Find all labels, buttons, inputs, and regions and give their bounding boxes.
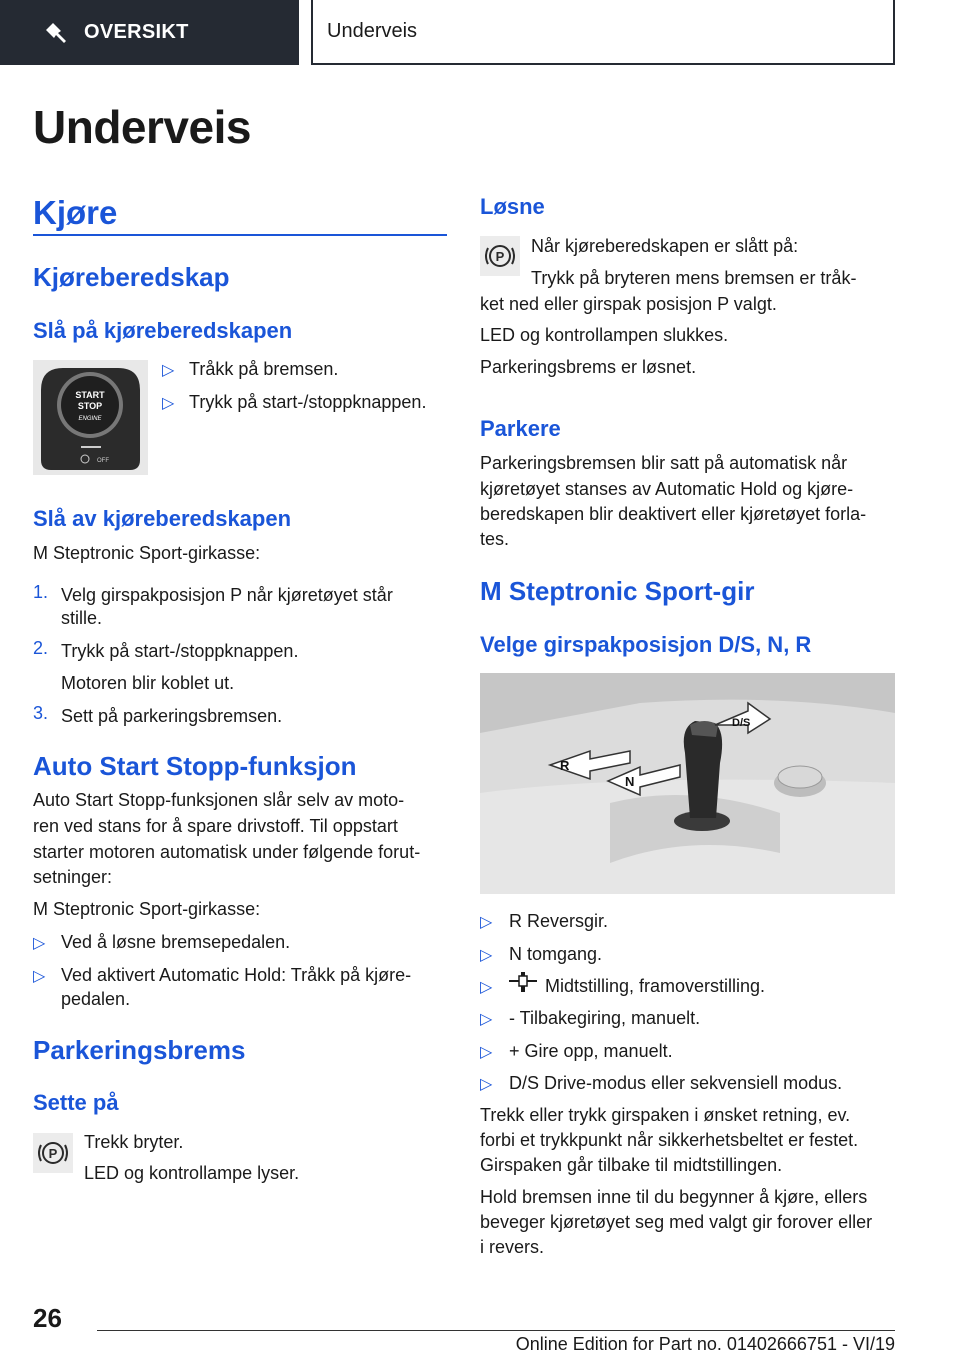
step-number: 3. (33, 703, 49, 723)
button-label-engine: ENGINE (78, 416, 102, 422)
gear-instruction: forbi et trykkpunkt når sikkerhetsbeltet er festet. (480, 1130, 859, 1150)
turn-on-step: Trykk på start-/stoppknappen. (189, 392, 427, 412)
gear-warning: beveger kjøretøyet seg med valgt gir forover eller (480, 1212, 873, 1232)
release-led: LED og kontrollampen slukkes. (480, 325, 729, 345)
footer-edition: Online Edition for Part no. 01402666751 - VI/19 (515, 1334, 895, 1354)
bullet-marker-icon: ▷ (480, 914, 493, 931)
svg-text:P: P (48, 1146, 58, 1161)
footer-divider (97, 1330, 895, 1331)
auto-start-intro: M Steptronic Sport-girkasse: (33, 899, 261, 919)
heading-park: Parkere (480, 416, 561, 441)
auto-start-condition: Ved å løsne bremsepedalen. (61, 932, 291, 952)
gear-description: D/S Drive-modus eller sekvensiell modus. (509, 1073, 843, 1093)
gear-description: - Tilbakegiring, manuelt. (509, 1008, 701, 1028)
turn-off-step: Velg girspakposisjon P når kjøretøyet står (61, 585, 393, 605)
section-heading-drive: Kjøre (33, 194, 118, 231)
apply-result: LED og kontrollampe lyser. (84, 1163, 300, 1183)
svg-text:P: P (495, 249, 505, 264)
auto-start-text: ren ved stans for å spare drivstoff. Til oppstart (33, 816, 398, 836)
release-condition: Når kjøreberedskapen er slått på: (531, 236, 799, 256)
pin-icon (44, 20, 70, 46)
release-instruction: Trykk på bryteren mens bremsen er tråk- (531, 268, 857, 288)
bullet-marker-icon: ▷ (480, 1011, 493, 1028)
gear-selector-image (480, 673, 895, 894)
gear-description: R Reversgir. (509, 911, 609, 931)
turn-off-step: Trykk på start-/stoppknappen. (61, 641, 299, 661)
step-number: 2. (33, 638, 49, 658)
release-instruction-cont: ket ned eller girspak posisjon P valgt. (480, 294, 777, 314)
heading-turn-off: Slå av kjøreberedskapen (33, 506, 292, 531)
heading-release: Løsne (480, 194, 545, 219)
gear-description: Midtstilling, framoverstilling. (545, 976, 766, 996)
bullet-marker-icon: ▷ (162, 362, 175, 379)
gear-label-ds: D/S (732, 717, 751, 729)
gear-selector-illustration (480, 673, 895, 894)
turn-off-step-note: Motoren blir koblet ut. (61, 673, 235, 693)
button-label-stop: STOP (77, 401, 103, 411)
page-title: Underveis (33, 101, 251, 153)
bullet-marker-icon: ▷ (480, 1076, 493, 1093)
tab-current-label: Underveis (327, 20, 418, 42)
gear-description: + Gire opp, manuelt. (509, 1041, 673, 1061)
tab-overview[interactable] (0, 0, 299, 65)
heading-turn-on: Slå på kjøreberedskapen (33, 318, 293, 343)
start-stop-button-image (33, 360, 148, 475)
park-text: beredskapen blir deaktivert eller kjøretøyet forla- (480, 504, 867, 524)
gear-warning: Hold bremsen inne til du begynner å kjøre, ellers (480, 1187, 868, 1207)
turn-on-step: Tråkk på bremsen. (189, 359, 339, 379)
heading-apply: Sette på (33, 1090, 119, 1115)
bullet-marker-icon: ▷ (480, 979, 493, 996)
bullet-marker-icon: ▷ (33, 968, 46, 985)
park-text: tes. (480, 529, 510, 549)
park-text: kjøretøyet stanses av Automatic Hold og kjøre- (480, 479, 854, 499)
parking-brake-icon (33, 1133, 73, 1173)
gear-instruction: Trekk eller trykk girspaken i ønsket retning, ev. (480, 1105, 851, 1125)
heading-parking-brake: Parkeringsbrems (33, 1035, 246, 1065)
auto-start-text: setninger: (33, 867, 113, 887)
button-label-start: START (75, 390, 105, 400)
heading-drive-ready: Kjøreberedskap (33, 262, 230, 292)
heading-select-gear: Velge girspakposisjon D/S, N, R (480, 632, 812, 657)
apply-instruction: Trekk bryter. (84, 1132, 184, 1152)
bullet-marker-icon: ▷ (480, 947, 493, 964)
bullet-marker-icon: ▷ (162, 395, 175, 412)
tab-overview-label: OVERSIKT (84, 21, 189, 43)
tab-current-section[interactable] (311, 0, 895, 65)
bullet-marker-icon: ▷ (480, 1044, 493, 1061)
heading-steptronic: M Steptronic Sport-gir (480, 576, 755, 606)
start-stop-button-illustration (33, 360, 148, 475)
gear-label-n: N (625, 774, 635, 789)
turn-off-intro: M Steptronic Sport-girkasse: (33, 543, 261, 563)
auto-start-condition-cont: pedalen. (61, 989, 131, 1009)
bullet-marker-icon: ▷ (33, 935, 46, 952)
gear-instruction: Girspaken går tilbake til midtstillingen. (480, 1155, 783, 1175)
release-done: Parkeringsbrems er løsnet. (480, 357, 697, 377)
gear-description: N tomgang. (509, 944, 603, 964)
button-label-off: OFF (97, 458, 109, 464)
neutral-position-icon (507, 970, 539, 994)
auto-start-condition: Ved aktivert Automatic Hold: Tråkk på kjøre- (61, 965, 412, 985)
turn-off-step: Sett på parkeringsbremsen. (61, 706, 283, 726)
gear-warning: i revers. (480, 1237, 545, 1257)
auto-start-text: Auto Start Stopp-funksjonen slår selv av moto- (33, 790, 405, 810)
turn-off-step-cont: stille. (61, 608, 103, 628)
gear-label-r: R (560, 758, 570, 773)
auto-start-text: starter motoren automatisk under følgende forut- (33, 842, 421, 862)
heading-auto-start-stop: Auto Start Stopp-funksjon (33, 751, 357, 781)
step-number: 1. (33, 582, 49, 602)
page-number: 26 (33, 1303, 62, 1333)
park-text: Parkeringsbremsen blir satt på automatisk når (480, 453, 848, 473)
parking-brake-icon (480, 236, 520, 276)
heading-divider (33, 234, 447, 236)
